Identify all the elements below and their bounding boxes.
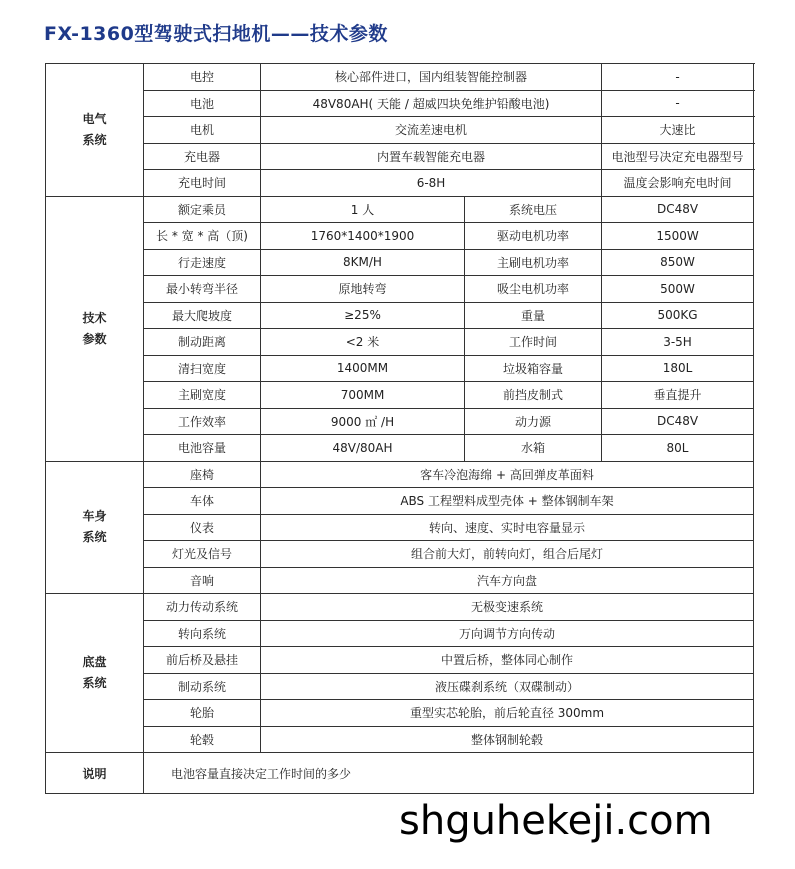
row-label: 系统电压 bbox=[465, 196, 602, 223]
table-row bbox=[46, 488, 754, 515]
table-row bbox=[46, 64, 754, 91]
table-row bbox=[46, 170, 754, 197]
row-label: 驱动电机功率 bbox=[465, 223, 602, 250]
row-value: 8KM/H bbox=[261, 249, 465, 276]
row-value: 无极变速系统 bbox=[261, 594, 754, 621]
row-value: 850W bbox=[602, 249, 754, 276]
row-value: 48V/80AH bbox=[261, 435, 465, 462]
row-label: 重量 bbox=[465, 302, 602, 329]
row-label: 最大爬坡度 bbox=[144, 302, 261, 329]
footer-url: shguhekeji.com bbox=[399, 798, 713, 844]
table-row bbox=[46, 461, 754, 488]
row-value: 交流差速电机 bbox=[261, 117, 602, 144]
row-label: 车体 bbox=[144, 488, 261, 515]
row-value: 1 人 bbox=[261, 196, 465, 223]
row-value: 9000 ㎡ /H bbox=[261, 408, 465, 435]
row-label: 音响 bbox=[144, 567, 261, 594]
section-header bbox=[46, 594, 144, 753]
row-label: 座椅 bbox=[144, 461, 261, 488]
section-header-text: 车身 bbox=[82, 509, 107, 524]
row-label: 动力源 bbox=[465, 408, 602, 435]
row-value: 组合前大灯，前转向灯，组合后尾灯 bbox=[261, 541, 754, 568]
row-label: 长 * 宽 * 高（顶) bbox=[144, 223, 261, 250]
section-header-text: 系统 bbox=[82, 676, 107, 690]
table-row bbox=[46, 90, 754, 117]
row-value: 3-5H bbox=[602, 329, 754, 356]
row-label: 主刷电机功率 bbox=[465, 249, 602, 276]
row-label: 充电器 bbox=[144, 143, 261, 170]
table-row bbox=[46, 117, 754, 144]
note-label: 说明 bbox=[46, 753, 144, 794]
row-label: 制动系统 bbox=[144, 673, 261, 700]
row-value: 核心部件进口，国内组装智能控制器 bbox=[261, 64, 602, 91]
row-label: 电池容量 bbox=[144, 435, 261, 462]
table-row bbox=[46, 620, 754, 647]
table-row bbox=[46, 302, 754, 329]
row-label: 前后桥及悬挂 bbox=[144, 647, 261, 674]
row-value: 500W bbox=[602, 276, 754, 303]
row-value: 液压碟刹系统（双碟制动） bbox=[261, 673, 754, 700]
row-label: 垃圾箱容量 bbox=[465, 355, 602, 382]
row-label: 制动距离 bbox=[144, 329, 261, 356]
table-row bbox=[46, 223, 754, 250]
section-header-text: 电气 bbox=[82, 111, 107, 126]
section-header bbox=[46, 196, 144, 461]
row-label: 前挡皮制式 bbox=[465, 382, 602, 409]
row-label: 动力传动系统 bbox=[144, 594, 261, 621]
table-row bbox=[46, 673, 754, 700]
row-label: 电机 bbox=[144, 117, 261, 144]
row-label: 行走速度 bbox=[144, 249, 261, 276]
row-extra: - bbox=[602, 90, 754, 117]
table-row bbox=[46, 329, 754, 356]
table-row bbox=[46, 647, 754, 674]
table-row bbox=[46, 276, 754, 303]
section-header-text: 技术 bbox=[82, 310, 107, 325]
table-row bbox=[46, 143, 754, 170]
table-row bbox=[46, 567, 754, 594]
row-value: 垂直提升 bbox=[602, 382, 754, 409]
row-extra: 电池型号决定充电器型号 bbox=[602, 143, 754, 170]
row-value: <2 米 bbox=[261, 329, 465, 356]
row-value: 1400MM bbox=[261, 355, 465, 382]
section-header-text: 系统 bbox=[82, 132, 107, 147]
table-row bbox=[46, 249, 754, 276]
row-value: 中置后桥，整体同心制作 bbox=[261, 647, 754, 674]
row-value: 原地转弯 bbox=[261, 276, 465, 303]
table-row bbox=[46, 594, 754, 621]
note-text: 电池容量直接决定工作时间的多少 bbox=[144, 753, 754, 794]
row-value: ABS 工程塑料成型壳体 + 整体钢制车架 bbox=[261, 488, 754, 515]
row-label: 电池 bbox=[144, 90, 261, 117]
section-header bbox=[46, 461, 144, 594]
row-value: 500KG bbox=[602, 302, 754, 329]
table-row bbox=[46, 196, 754, 223]
row-label: 水箱 bbox=[465, 435, 602, 462]
row-value: 汽车方向盘 bbox=[261, 567, 754, 594]
table-row bbox=[46, 355, 754, 382]
row-value: 1500W bbox=[602, 223, 754, 250]
row-value: 700MM bbox=[261, 382, 465, 409]
row-label: 充电时间 bbox=[144, 170, 261, 197]
section-header-text: 参数 bbox=[82, 331, 107, 346]
row-value: 80L bbox=[602, 435, 754, 462]
row-value: 48V80AH( 天能 / 超威四块免维护铅酸电池) bbox=[261, 90, 602, 117]
row-label: 轮毂 bbox=[144, 726, 261, 753]
table-row bbox=[46, 700, 754, 727]
row-label: 额定乘员 bbox=[144, 196, 261, 223]
row-label: 吸尘电机功率 bbox=[465, 276, 602, 303]
row-value: 转向、速度、实时电容量显示 bbox=[261, 514, 754, 541]
row-extra: 温度会影响充电时间 bbox=[602, 170, 754, 197]
row-value: 万向调节方向传动 bbox=[261, 620, 754, 647]
row-value: 重型实芯轮胎，前后轮直径 300mm bbox=[261, 700, 754, 727]
row-label: 工作效率 bbox=[144, 408, 261, 435]
table-row bbox=[46, 514, 754, 541]
row-extra: - bbox=[602, 64, 754, 91]
row-value: 180L bbox=[602, 355, 754, 382]
row-value: DC48V bbox=[602, 408, 754, 435]
row-label: 电控 bbox=[144, 64, 261, 91]
row-value: 6-8H bbox=[261, 170, 602, 197]
table-row bbox=[46, 382, 754, 409]
row-label: 灯光及信号 bbox=[144, 541, 261, 568]
spec-table bbox=[45, 63, 754, 794]
row-label: 主刷宽度 bbox=[144, 382, 261, 409]
section-header-text: 底盘 bbox=[82, 655, 107, 669]
row-label: 清扫宽度 bbox=[144, 355, 261, 382]
table-row bbox=[46, 726, 754, 753]
table-row bbox=[46, 408, 754, 435]
note-row bbox=[46, 753, 754, 794]
page-title: FX-1360型驾驶式扫地机——技术参数 bbox=[44, 23, 388, 45]
section-header bbox=[46, 64, 144, 197]
row-value: 整体钢制轮毂 bbox=[261, 726, 754, 753]
row-label: 轮胎 bbox=[144, 700, 261, 727]
row-value: 客车冷泡海绵 + 高回弹皮革面料 bbox=[261, 461, 754, 488]
table-row bbox=[46, 541, 754, 568]
row-label: 仪表 bbox=[144, 514, 261, 541]
table-row bbox=[46, 435, 754, 462]
row-label: 最小转弯半径 bbox=[144, 276, 261, 303]
section-header-text: 系统 bbox=[82, 530, 107, 545]
row-value: ≥25% bbox=[261, 302, 465, 329]
row-label: 工作时间 bbox=[465, 329, 602, 356]
row-label: 转向系统 bbox=[144, 620, 261, 647]
row-value: 1760*1400*1900 bbox=[261, 223, 465, 250]
row-extra: 大速比 bbox=[602, 117, 754, 144]
row-value: 内置车载智能充电器 bbox=[261, 143, 602, 170]
row-value: DC48V bbox=[602, 196, 754, 223]
